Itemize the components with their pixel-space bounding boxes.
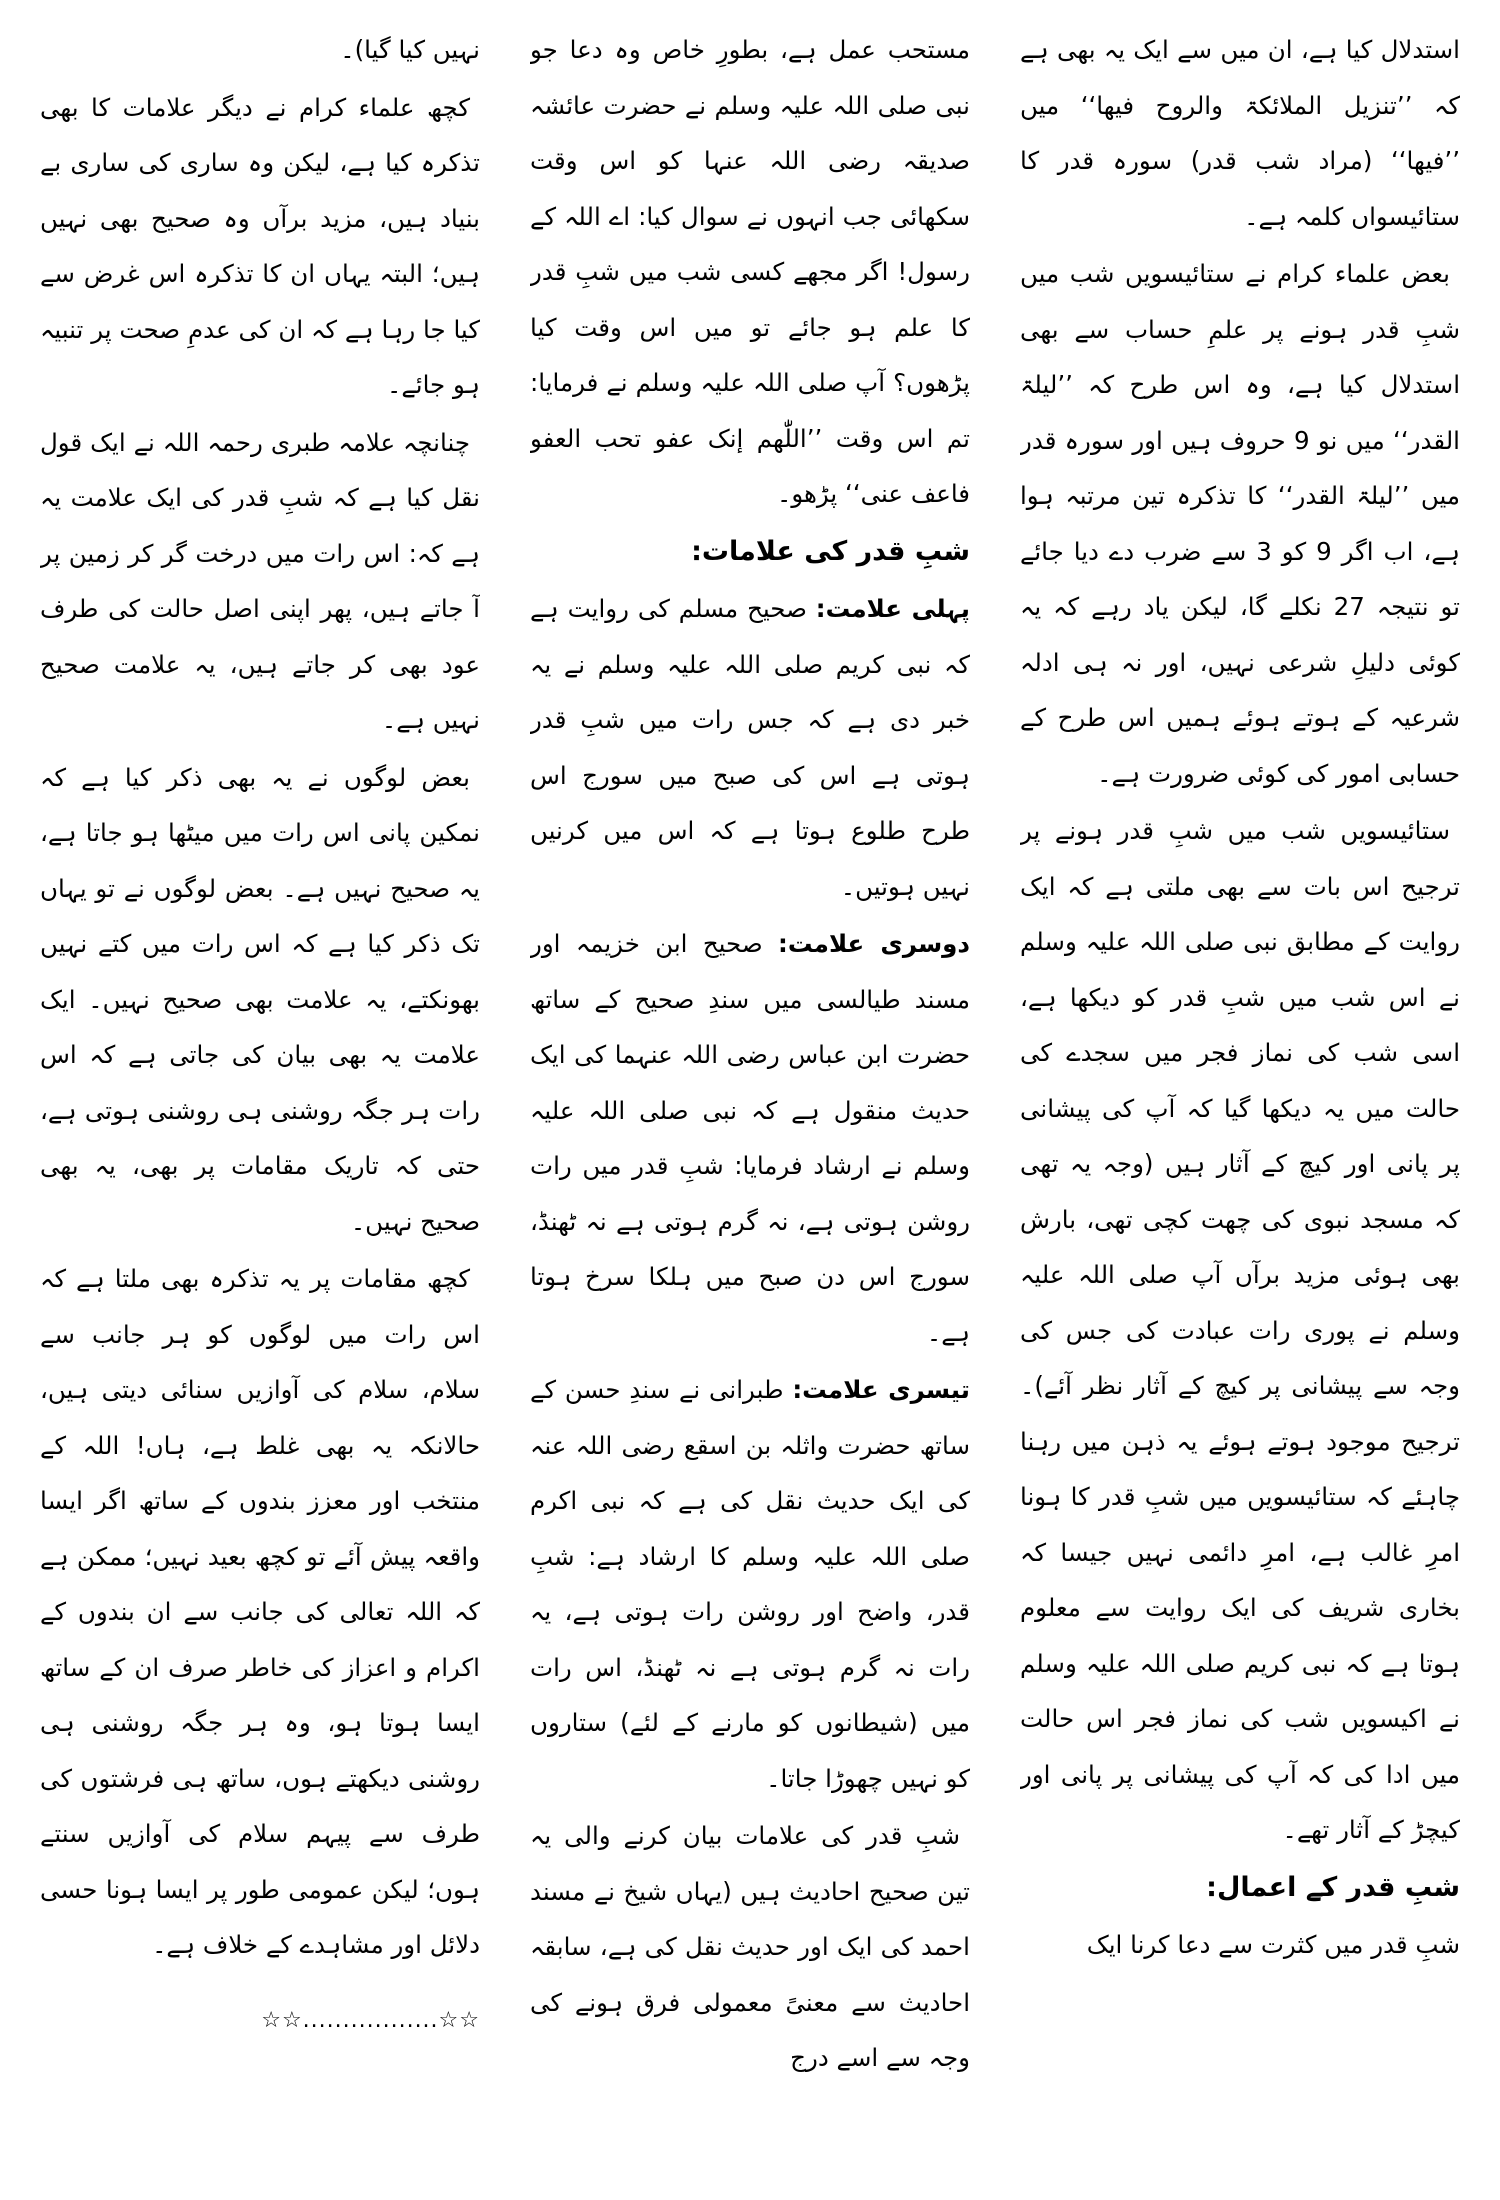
paragraph-text: طبرانی نے سندِ حسن کے ساتھ حضرت واثلہ بن اسقع رضی اللہ عنہ کی ایک حدیث نقل کی ہے کہ نبی اکرم صلی اللہ علیہ وسلم کا ارشاد ہے: شبِ قدر، واضح اور روشن رات ہوتی ہے، یہ رات نہ گرم ہوتی ہے نہ ٹھنڈ، اس رات میں (شیطانوں کو مارنے کے لئے) ستاروں کو نہیں چھوڑا جاتا۔ [530, 1375, 970, 1793]
paragraph: کچھ مقامات پر یہ تذکرہ بھی ملتا ہے کہ اس رات میں لوگوں کو ہر جانب سے سلام، سلام کی آوازیں سنائی دیتی ہیں، حالانکہ یہ بھی غلط ہے، ہاں! اللہ کے منتخب اور معزز بندوں کے ساتھ اگر ایسا واقعہ پیش آئے تو کچھ بعید نہیں؛ ممکن ہے کہ اللہ تعالی کی جانب سے ان بندوں کے اکرام و اعزاز کی خاطر صرف ان کے ساتھ ایسا ہوتا ہو، وہ ہر جگہ روشنی ہی روشنی دیکھتے ہوں، ساتھ ہی فرشتوں کی طرف سے پیہم سلام کی آوازیں سنتے ہوں؛ لیکن عمومی طور پر ایسا ہونا حسی دلائل اور مشاہدے کے خلاف ہے۔ [40, 1264, 480, 1959]
column-middle [530, 22, 970, 2197]
sub-heading: دوسری علامت: [778, 929, 970, 958]
paragraph: بعض لوگوں نے یہ بھی ذکر کیا ہے کہ نمکین پانی اس رات میں میٹھا ہو جاتا ہے، یہ صحیح نہیں ہے۔ بعض لوگوں نے تو یہاں تک ذکر کیا ہے کہ اس رات میں کتے نہیں بھونکتے، یہ علامت بھی صحیح نہیں۔ ایک علامت یہ بھی بیان کی جاتی ہے کہ اس رات ہر جگہ روشنی ہی روشنی ہوتی ہے، حتی کہ تاریک مقامات پر بھی، یہ بھی صحیح نہیں۔ [40, 762, 480, 1236]
paragraph: ستائیسویں شب میں شبِ قدر ہونے پر ترجیح اس بات سے بھی ملتی ہے کہ ایک روایت کے مطابق نبی صلی اللہ علیہ وسلم نے اس شب میں شبِ قدر کو دیکھا ہے، اسی شب کی نماز فجر میں سجدے کی حالت میں یہ دیکھا گیا کہ آپ کی پیشانی پر پانی اور کیچ کے آثار ہیں (وجہ یہ تھی کہ مسجد نبوی کی چھت کچی تھی، بارش بھی ہوئی مزید برآں آپ صلی اللہ علیہ وسلم نے پوری رات عبادت کی جس کی وجہ سے پیشانی پر کیچ کے آثار نظر آئے)۔ ترجیح موجود ہوتے ہوئے یہ ذہن میں رہنا چاہئے کہ ستائیسویں میں شبِ قدر کا ہونا امرِ غالب ہے، امرِ دائمی نہیں جیسا کہ بخاری شریف کی ایک روایت سے معلوم ہوتا ہے کہ نبی کریم صلی اللہ علیہ وسلم نے اکیسویں شب کی نماز فجر اس حالت میں ادا کی کہ آپ کی پیشانی پر پانی اور کیچڑ کے آثار تھے۔ [1020, 816, 1460, 1844]
paragraph [530, 1362, 970, 1806]
paragraph: نہیں کیا گیا)۔ [340, 35, 480, 64]
section-heading: شبِ قدر کی علامات: [691, 535, 970, 567]
star-divider: ☆☆.................☆☆ [261, 2007, 480, 2033]
paragraph: استدلال کیا ہے، ان میں سے ایک یہ بھی ہے کہ ’’تنزیل الملائکۃ والروح فیھا‘‘ میں ’’فیھا‘‘ (مراد شب قدر) سورہ قدر کا ستائیسواں کلمہ ہے۔ [1020, 35, 1460, 231]
paragraph: کچھ علماء کرام نے دیگر علامات کا بھی تذکرہ کیا ہے، لیکن وہ ساری کی ساری بے بنیاد ہیں، مزید برآں وہ صحیح بھی نہیں ہیں؛ البتہ یہاں ان کا تذکرہ اس غرض سے کیا جا رہا ہے کہ ان کی عدمِ صحت پر تنبیہ ہو جائے۔ [40, 92, 480, 399]
column-left [40, 22, 480, 2197]
paragraph: مستحب عمل ہے، بطورِ خاص وہ دعا جو نبی صلی اللہ علیہ وسلم نے حضرت عائشہ صدیقہ رضی اللہ عنہا کو اس وقت سکھائی جب انہوں نے سوال کیا: اے اللہ کے رسول! اگر مجھے کسی شب میں شبِ قدر کا علم ہو جائے تو میں اس وقت کیا پڑھوں؟ آپ صلی اللہ علیہ وسلم نے فرمایا: تم اس وقت ’’اللّٰھم إنک عفو تحب العفو فاعف عنی‘‘ پڑھو۔ [530, 35, 970, 508]
paragraph: چنانچہ علامہ طبری رحمہ اللہ نے ایک قول نقل کیا ہے کہ شبِ قدر کی ایک علامت یہ ہے کہ: اس رات میں درخت گر کر زمین پر آ جاتے ہیں، پھر اپنی اصل حالت کی طرف عود بھی کر جاتے ہیں، یہ علامت صحیح نہیں ہے۔ [40, 427, 480, 734]
section-heading: شبِ قدر کے اعمال: [1206, 1871, 1460, 1903]
sub-heading: تیسری علامت: [792, 1375, 970, 1404]
paragraph: شبِ قدر کی علامات بیان کرنے والی یہ تین صحیح احادیث ہیں (یہاں شیخ نے مسند احمد کی ایک اور حدیث نقل کی ہے، سابقہ احادیث سے معنیً معمولی فرق ہونے کی وجہ سے اسے درج [530, 1821, 970, 2072]
column-right [1020, 22, 1460, 2197]
sub-heading: پہلی علامت: [815, 594, 970, 623]
paragraph: شبِ قدر میں کثرت سے دعا کرنا ایک [1086, 1930, 1460, 1959]
paragraph [530, 916, 970, 1360]
paragraph: بعض علماء کرام نے ستائیسویں شب میں شبِ قدر ہونے پر علمِ حساب سے بھی استدلال کیا ہے، وہ اس طرح کہ ’’لیلۃ القدر‘‘ میں نو 9 حروف ہیں اور سورہ قدر میں ’’لیلۃ القدر‘‘ کا تذکرہ تین مرتبہ ہوا ہے، اب اگر 9 کو 3 سے ضرب دے دیا جائے تو نتیجہ 27 نکلے گا، لیکن یاد رہے کہ یہ کوئی دلیلِ شرعی نہیں، اور نہ ہی ادلہ شرعیہ کے ہوتے ہوئے ہمیں اس طرح کے حسابی امور کی کوئی ضرورت ہے۔ [1020, 259, 1460, 788]
paragraph-text: صحیح ابن خزیمہ اور مسند طیالسی میں سندِ صحیح کے ساتھ حضرت ابن عباس رضی اللہ عنہما کی ایک حدیث منقول ہے کہ نبی صلی اللہ علیہ وسلم نے ارشاد فرمایا: شبِ قدر میں رات روشن ہوتی ہے، نہ گرم ہوتی ہے نہ ٹھنڈ، سورج اس دن صبح میں ہلکا سرخ ہوتا ہے۔ [530, 929, 970, 1347]
paragraph [530, 581, 970, 914]
paragraph-text: صحیح مسلم کی روایت ہے کہ نبی کریم صلی اللہ علیہ وسلم نے یہ خبر دی ہے کہ جس رات میں شبِ قدر ہوتی ہے اس کی صبح میں سورج اس طرح طلوع ہوتا ہے کہ اس میں کرنیں نہیں ہوتیں۔ [530, 594, 970, 901]
